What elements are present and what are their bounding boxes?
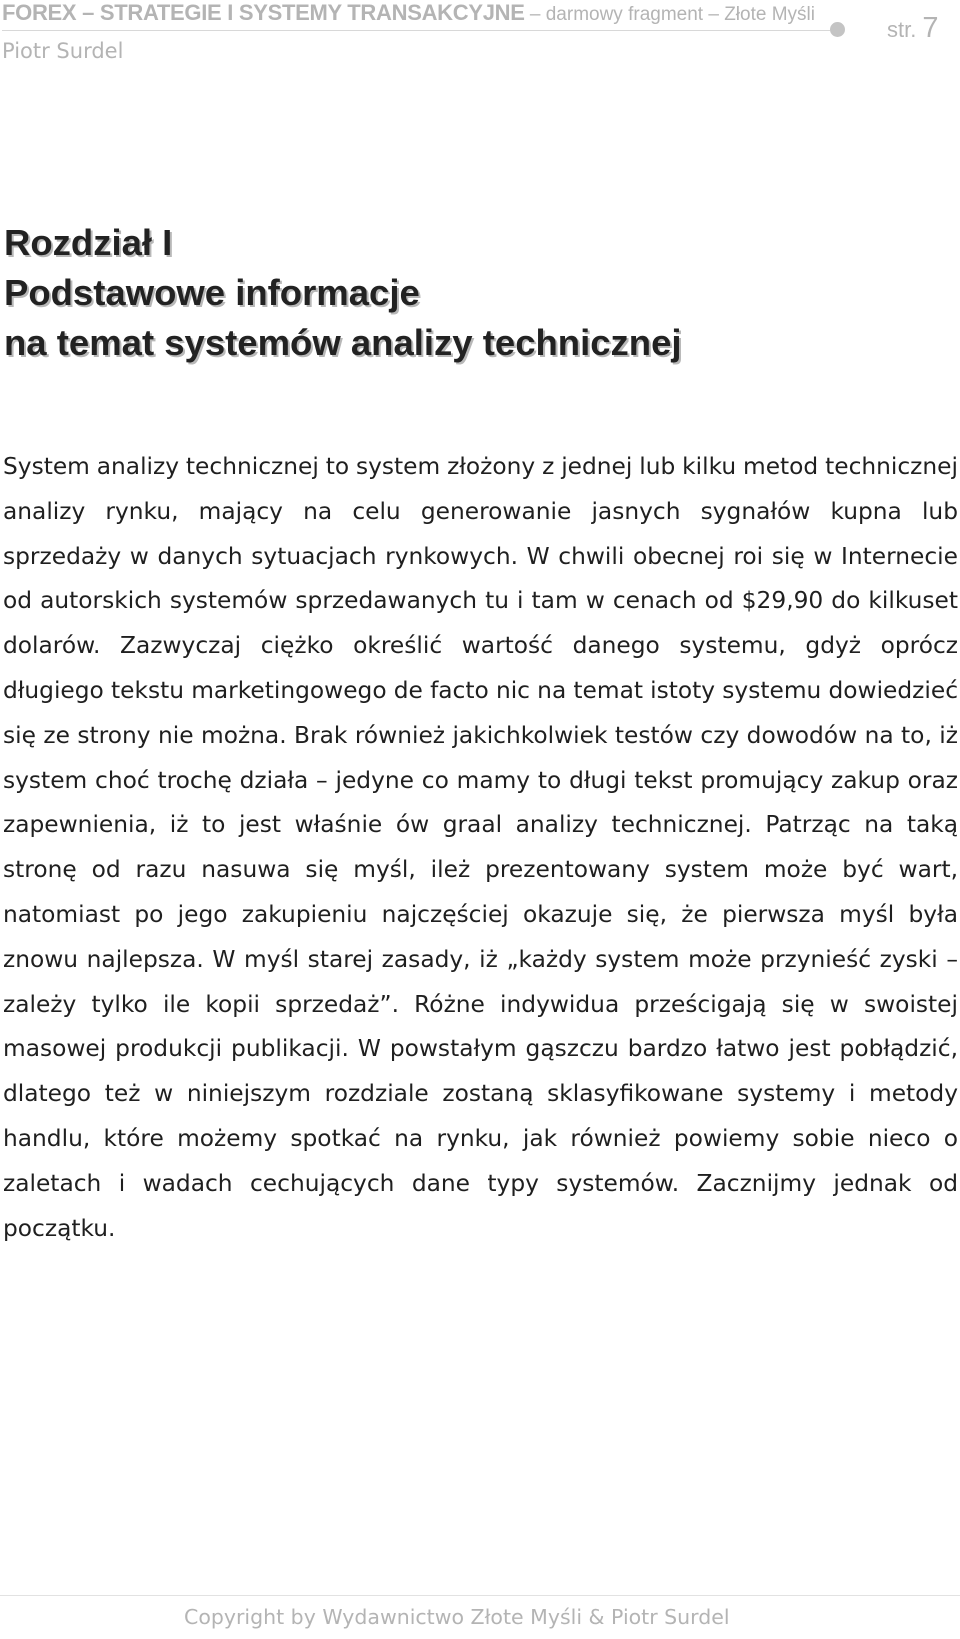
header-divider (2, 30, 830, 31)
book-title: FOREX – STRATEGIE I SYSTEMY TRANSAKCYJNE (2, 0, 525, 25)
fragment-note: darmowy fragment – Złote Myśli (545, 4, 815, 25)
footer-divider (0, 1595, 960, 1596)
page-number-label: str. (887, 17, 917, 42)
header-author: Piotr Surdel (2, 39, 124, 63)
page-number (887, 12, 938, 49)
chapter-number: Rozdział I (4, 222, 173, 263)
page-number-value: 7 (922, 12, 939, 44)
header-title (2, 0, 815, 28)
body-paragraph: System analizy technicznej to system złożony z jednej lub kilku metod technicznej analizy rynku, mający na celu generowanie jasnych sygnałów kupna lub sprzedaży w danych sytuacjach rynkowych. W chwili obecnej roi się w Internecie od autorskich systemów sprzedawanych tu i tam w cenach od $29,90 do kilkuset dolarów. Zazwyczaj ciężko określić wartość danego systemu, gdyż oprócz długiego tekstu marketingowego de facto nic na temat istoty systemu dowiedzieć się ze strony nie można. Brak również jakichkolwiek testów czy dowodów na to, iż system choć trochę działa – jedyne co mamy to długi tekst promujący zakup oraz zapewnienia, iż to jest właśnie ów graal analizy technicznej. Patrząc na taką stronę od razu nasuwa się myśl, ileż prezentowany system może być wart, natomiast po jego zakupieniu najczęściej okazuje się, że pierwsza myśl była znowu najlepsza. W myśl starej zasady, iż „każdy system może przynieść zyski – zależy tylko ile kopii sprzedaż”. Różne indywidua prześcigają się w swoistej masowej produkcji publikacji. W powstałym gąszczu bardzo łatwo jest pobłądzić, dlatego też w niniejszym rozdziale zostaną sklasyfikowane systemy i metody handlu, które możemy spotkać na rynku, jak również powiemy sobie nieco o zaletach i wadach cechujących dane typy systemów. Zacznijmy jednak od początku. (3, 453, 958, 1242)
chapter-title-line-2: na temat systemów analizy technicznej (4, 322, 682, 363)
chapter-title-line-1: Podstawowe informacje (4, 272, 420, 313)
footer-copyright: Copyright by Wydawnictwo Złote Myśli & Piotr Surdel (184, 1605, 730, 1629)
bullet-icon (830, 22, 845, 37)
title-separator: – (524, 4, 546, 25)
chapter-heading (4, 218, 682, 368)
page-header (2, 0, 957, 70)
